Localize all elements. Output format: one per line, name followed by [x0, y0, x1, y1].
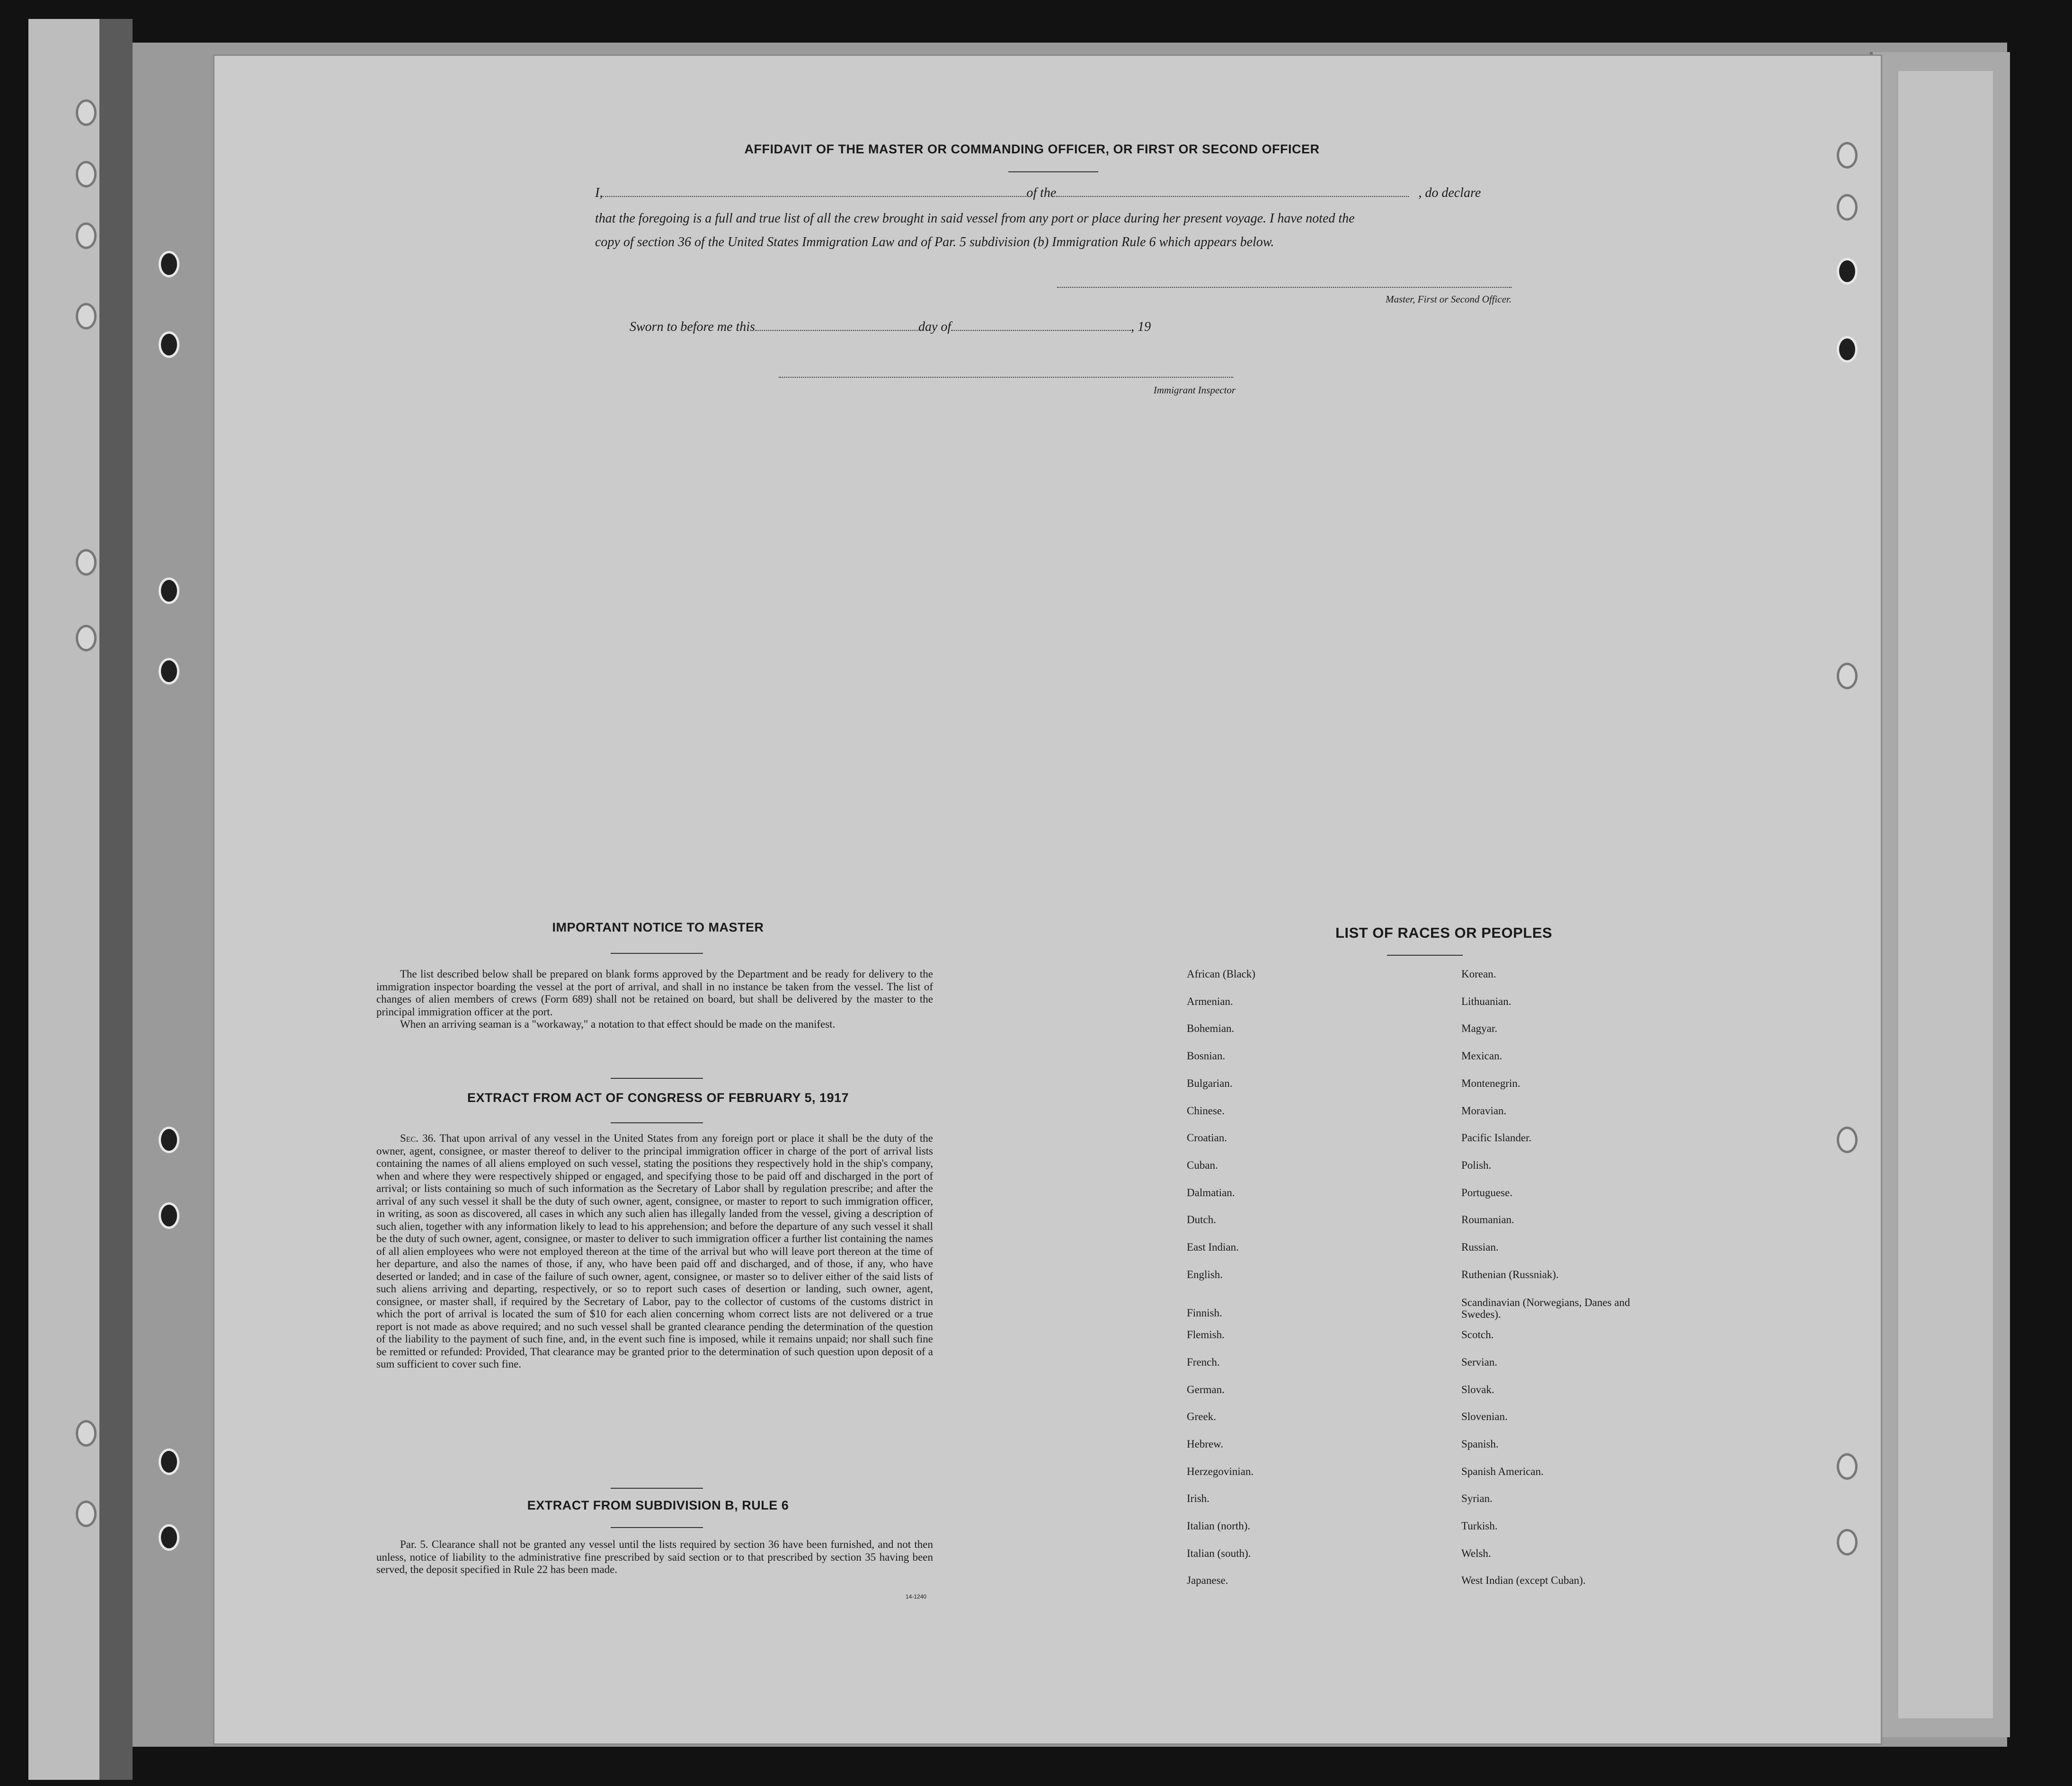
race-item: Italian (north). [1187, 1520, 1251, 1532]
sworn-line [630, 320, 1151, 335]
sworn-day-of: day of [918, 320, 952, 334]
race-item: Dalmatian. [1187, 1187, 1235, 1199]
races-title: LIST OF RACES OR PEOPLES [1335, 924, 1553, 941]
punch-hole [159, 1202, 179, 1229]
race-item: Greek. [1187, 1411, 1216, 1422]
race-item: Scandinavian (Norwegians, Danes and Swedes). [1461, 1297, 1630, 1320]
race-item: Herzegovinian. [1187, 1466, 1254, 1477]
race-item: Moravian. [1461, 1105, 1507, 1117]
race-item: Turkish. [1461, 1520, 1498, 1532]
punch-hole [1837, 663, 1858, 689]
notice-body [376, 968, 933, 1031]
race-item: French. [1187, 1356, 1220, 1368]
race-item: German. [1187, 1384, 1225, 1395]
race-item: Bulgarian. [1187, 1077, 1233, 1089]
stacked-pages-inner-edge [1898, 71, 1993, 1718]
extract-act-divider [611, 1122, 703, 1123]
punch-hole [159, 578, 179, 604]
affidavit-line-3: copy of section 36 of the United States Immigration Law and of Par. 5 subdivision (b) Immigration Rule 6 which appears below. [595, 235, 1274, 249]
punch-hole [76, 549, 97, 576]
race-item: Polish. [1461, 1159, 1492, 1171]
race-item: Montenegrin. [1461, 1077, 1521, 1089]
punch-hole [1837, 142, 1858, 169]
section-36-paragraph [376, 1132, 933, 1371]
affidavit-i-label: I, [595, 186, 603, 200]
punch-hole [1837, 1453, 1858, 1480]
punch-hole [76, 1420, 97, 1447]
punch-hole [1837, 258, 1858, 284]
title-divider [1008, 171, 1098, 172]
race-item: Scotch. [1461, 1329, 1494, 1341]
do-declare-label: , do declare [1418, 186, 1481, 200]
race-item: Finnish. [1187, 1307, 1222, 1319]
punch-hole [1837, 194, 1858, 221]
race-item: Servian. [1461, 1356, 1498, 1368]
punch-hole [76, 625, 97, 651]
race-item: Ruthenian (Russniak). [1461, 1269, 1559, 1280]
punch-hole [159, 1448, 179, 1475]
punch-hole [159, 658, 179, 684]
race-item: Magyar. [1461, 1022, 1498, 1034]
race-item: Bohemian. [1187, 1022, 1235, 1034]
punch-hole [76, 1501, 97, 1527]
race-item: Armenian. [1187, 995, 1233, 1007]
inspector-caption: Immigrant Inspector [1153, 384, 1236, 396]
race-item: Chinese. [1187, 1105, 1225, 1117]
section-label: Sec. 36. [400, 1132, 436, 1144]
race-item: African (Black) [1187, 968, 1255, 980]
extract-rule-body [376, 1538, 933, 1576]
punch-hole [76, 222, 97, 249]
race-item: Korean. [1461, 968, 1496, 980]
punch-hole [76, 303, 97, 329]
punch-hole [159, 1524, 179, 1551]
sworn-date-blank [755, 328, 918, 331]
punch-hole [76, 161, 97, 187]
race-item: Lithuanian. [1461, 995, 1512, 1007]
punch-hole [1837, 1127, 1858, 1153]
race-item: Bosnian. [1187, 1050, 1226, 1062]
race-item: Hebrew. [1187, 1438, 1224, 1450]
punch-hole [159, 331, 179, 358]
race-item: English. [1187, 1269, 1223, 1280]
race-item: Slovenian. [1461, 1411, 1508, 1422]
punch-hole [76, 99, 97, 126]
vessel-blank [1056, 194, 1409, 197]
extract-rule-divider [611, 1527, 703, 1528]
form-number: 14-1240 [906, 1593, 927, 1600]
sworn-prefix: Sworn to before me this [630, 320, 755, 334]
par-5-paragraph: Par. 5. Clearance shall not be granted any vessel until the lists required by section 36 have been furnished, and not then unless, notice of liability to the administrative fine prescribed by said section or to that prescribed by section 35 having been served, the deposit specified in Rule 22 has been made. [376, 1538, 933, 1575]
affidavit-title: AFFIDAVIT OF THE MASTER OR COMMANDING OFFICER, OR FIRST OR SECOND OFFICER [744, 142, 1320, 156]
section-36-text: That upon arrival of any vessel in the United States from any foreign port or place it shall be the duty of the owner, agent, consignee, or master thereof to deliver to the principal immigration officer in charge of the port of arrival lists containing the names of all aliens employed on such vessel, stating the positions they respectively hold in the ship's company, when and where they were respectively shipped or engaged, and specifying those to be paid off and discharged in the port of arrival; or lists containing so much of such information as the Secretary of Labor shall by regulation prescribe; and after the arrival of any such vessel it shall be the duty of such owner, agent, consignee, or master to report to such immigration officer, in writing, as soon as discovered, all cases in which any such alien has illegally landed from the vessel, giving a description of such alien, together with any information likely to lead to his apprehension; and before the departure of any such vessel it shall be the duty of such owner, agent, consignee, or master to deliver to such immigration officer a further list containing the names of all alien employees who were not employed thereon at the time of the arrival but who will leave port thereon at the time of her departure, and also the names of those, if any, who have been paid off and discharged, and of those, if any, who have deserted or landed; and in case of the failure of such owner, agent, consignee, or master so to deliver either of the said lists of such aliens arriving and departing, respectively, or so to report such cases of desertion or landing, such owner, agent, consignee, or master shall, if required by the Secretary of Labor, pay to the collector of customs of the customs district in which the port of arrival is located the sum of $10 for each alien concerning whom correct lists are not delivered or a true report is not made as above required; and no such vessel shall be granted clearance pending the determination of the question of the liability to the payment of such fine, and, in the event such fine is imposed, while it remains unpaid; nor shall such fine be remitted or refunded: Provided, That clearance may be granted prior to the determination of such question upon deposit of a sum sufficient to cover such fine. [376, 1132, 933, 1370]
extract-rule-title: EXTRACT FROM SUBDIVISION B, RULE 6 [527, 1498, 789, 1512]
notice-end-divider [611, 1078, 703, 1079]
race-item: Irish. [1187, 1493, 1209, 1504]
race-item: Pacific Islander. [1461, 1132, 1532, 1144]
race-item: Slovak. [1461, 1384, 1494, 1395]
race-item: Flemish. [1187, 1329, 1225, 1341]
master-signature-line [1057, 287, 1512, 288]
sworn-year: , 19 [1131, 320, 1151, 334]
extract-act-end-divider [611, 1488, 703, 1489]
inspector-signature-line [779, 377, 1233, 378]
of-the-label: of the [1026, 186, 1057, 200]
notice-divider [611, 953, 703, 954]
race-item: Italian (south). [1187, 1547, 1251, 1559]
extract-act-body [376, 1132, 933, 1371]
punch-hole [159, 1127, 179, 1153]
race-item: East Indian. [1187, 1241, 1239, 1253]
race-item: Croatian. [1187, 1132, 1227, 1144]
notice-title: IMPORTANT NOTICE TO MASTER [552, 920, 764, 934]
punch-hole [1837, 1529, 1858, 1555]
binder-left-shadow [99, 19, 133, 1780]
punch-hole [159, 251, 179, 277]
master-signature-caption: Master, First or Second Officer. [1386, 293, 1512, 305]
name-blank [603, 194, 1026, 197]
race-item: Spanish American. [1461, 1466, 1544, 1477]
race-item: Dutch. [1187, 1214, 1216, 1226]
race-item: Russian. [1461, 1241, 1499, 1253]
affidavit-line-1 [595, 186, 1481, 201]
race-item: Welsh. [1461, 1547, 1491, 1559]
affidavit-line-2: that the foregoing is a full and true list of all the crew brought in said vessel from any port or place during her present voyage. I have noted the [595, 211, 1355, 226]
races-divider [1387, 955, 1463, 956]
manifest-page [213, 54, 1882, 1745]
race-item: Spanish. [1461, 1438, 1499, 1450]
punch-hole [1837, 336, 1858, 363]
extract-act-title: EXTRACT FROM ACT OF CONGRESS OF FEBRUARY 5, 1917 [467, 1091, 849, 1105]
race-item: Cuban. [1187, 1159, 1218, 1171]
sworn-month-blank [951, 328, 1131, 331]
race-item: Mexican. [1461, 1050, 1503, 1062]
race-item: Japanese. [1187, 1574, 1228, 1586]
notice-paragraph-2: When an arriving seaman is a "workaway," a notation to that effect should be made on the manifest. [400, 1018, 836, 1030]
race-item: Syrian. [1461, 1493, 1493, 1504]
race-item: West Indian (except Cuban). [1461, 1574, 1586, 1586]
notice-paragraph-1: The list described below shall be prepared on blank forms approved by the Department and be ready for delivery to the immigration inspector boarding the vessel at the port of arrival, and shall in no instance be taken from the vessel. The list of changes of alien members of crews (Form 689) shall not be retained on board, but shall be delivered by the master to the principal immigration officer at the port. [376, 968, 933, 1018]
race-item: Roumanian. [1461, 1214, 1514, 1226]
race-item: Portuguese. [1461, 1187, 1512, 1199]
